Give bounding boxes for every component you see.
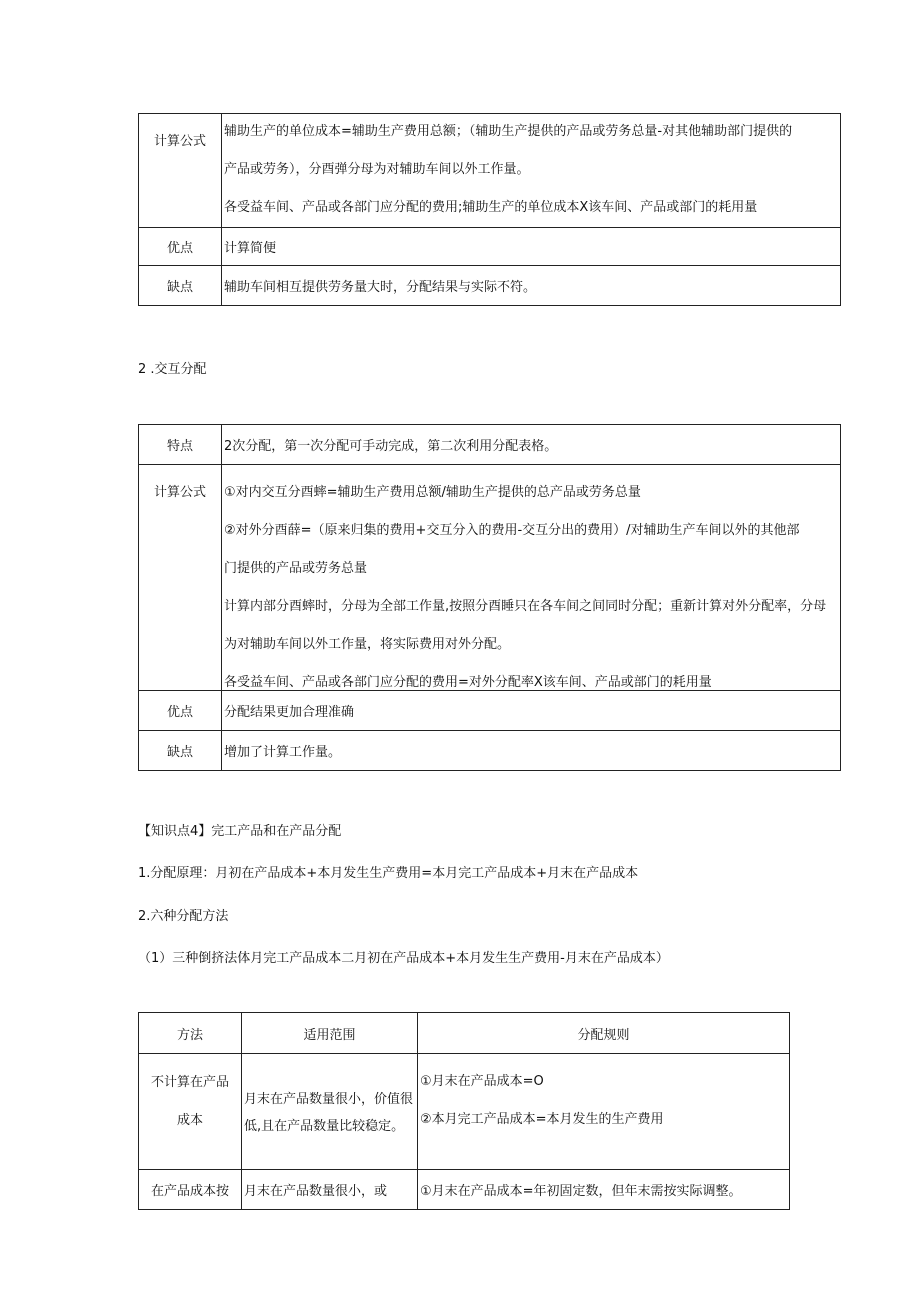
- text-line: 2次分配，第一次分配可手动完成，第二次利用分配表格。: [224, 439, 558, 454]
- paragraph-offset-method: （1）三种倒挤法体月完工产品成本二月初在产品成本+本月发生生产费用-月末在产品成本）: [138, 951, 669, 966]
- label-text: 计算公式: [153, 134, 206, 149]
- col-header-method: 方法: [139, 1013, 242, 1054]
- table-row: [139, 114, 841, 228]
- text-line: 计算简便: [224, 241, 277, 256]
- text-line: 成本: [176, 1113, 203, 1128]
- row-content-cons: [222, 266, 841, 306]
- cell-rules: [418, 1054, 790, 1170]
- table-row: [139, 1054, 790, 1170]
- table-row: [139, 266, 841, 306]
- text-line: 低,且在产品数量比较稳定。: [244, 1119, 405, 1134]
- table-allocation-interactive: [138, 424, 841, 771]
- table-header-row: [139, 1013, 790, 1054]
- label-text: 缺点: [166, 745, 193, 760]
- text-line: ①对内交互分酉蟀=辅助生产费用总额/辅助生产提供的总产品或劳务总量: [224, 485, 641, 500]
- table-row: [139, 1170, 790, 1210]
- text-line: 不计算在产品: [150, 1075, 229, 1090]
- col-header-rules: 分配规则: [418, 1013, 790, 1054]
- text-line: ②对外分酉薛=（原来归集的费用+交互分入的费用-交互分出的费用）/对辅助生产车间以外的其他部: [224, 523, 800, 538]
- paragraph-methods: 2.六种分配方法: [138, 909, 229, 924]
- row-label-formula: [139, 114, 222, 228]
- text-line: 月末在产品数量很小，或: [244, 1184, 388, 1199]
- text-line: 月末在产品数量很小，价值很: [244, 1092, 414, 1107]
- cell-scope: [242, 1054, 418, 1170]
- row-content-pros: [222, 691, 841, 731]
- text-line: 各受益车间、产品或各部门应分配的费用;辅助生产的单位成本X该车间、产品或部门的耗用量: [224, 200, 758, 215]
- text-line: ①月末在产品成本=O: [420, 1074, 544, 1089]
- row-label-formula: [139, 465, 222, 691]
- text-line: 在产品成本按: [150, 1184, 229, 1199]
- paragraph-principle: 1.分配原理：月初在产品成本+本月发生生产费用=本月完工产品成本+月末在产品成本: [138, 866, 639, 881]
- text-line: ①月末在产品成本=年初固定数，但年末需按实际调整。: [420, 1184, 742, 1199]
- table-row: [139, 731, 841, 771]
- label-text: 计算公式: [153, 485, 206, 500]
- text-line: 计算内部分酉蟀时，分母为全部工作量,按照分酉睡只在各车间之间同时分配；重新计算对外分配率，分母: [224, 599, 827, 614]
- table-methods: [138, 1012, 790, 1210]
- text-line: 各受益车间、产品或各部门应分配的费用=对外分配率X该车间、产品或部门的耗用量: [224, 675, 712, 690]
- label-text: 优点: [166, 241, 193, 256]
- text-line: 辅助车间相互提供劳务量大时，分配结果与实际不符。: [224, 280, 537, 295]
- row-label-cons: [139, 266, 222, 306]
- row-label-pros: [139, 228, 222, 266]
- text-line: 产品或劳务），分酉弹分母为对辅助车间以外工作量。: [224, 162, 530, 177]
- label-text: 特点: [166, 439, 193, 454]
- row-content-formula: [222, 114, 841, 228]
- label-text: 缺点: [166, 280, 193, 295]
- row-content-cons: [222, 731, 841, 771]
- row-label-features: [139, 425, 222, 465]
- row-content-pros: [222, 228, 841, 266]
- text-line: 分配结果更加合理准确: [224, 705, 355, 720]
- knowledge-point-heading: 【知识点4】完工产品和在产品分配: [138, 824, 342, 839]
- row-content-formula: [222, 465, 841, 691]
- cell-method: [139, 1170, 242, 1210]
- row-label-cons: [139, 731, 222, 771]
- table-row: [139, 465, 841, 691]
- row-label-pros: [139, 691, 222, 731]
- col-header-scope: 适用范围: [242, 1013, 418, 1054]
- text-line: ②本月完工产品成本=本月发生的生产费用: [420, 1112, 664, 1127]
- text-line: 辅助生产的单位成本=辅助生产费用总额；（辅助生产提供的产品或劳务总量-对其他辅助部门提供的: [224, 124, 793, 139]
- text-line: 门提供的产品或劳务总量: [224, 561, 368, 576]
- table-allocation-direct: [138, 113, 841, 306]
- cell-rules: [418, 1170, 790, 1210]
- row-content-features: [222, 425, 841, 465]
- section-heading: 2 .交互分配: [138, 362, 207, 377]
- text-line: 增加了计算工作量。: [224, 745, 342, 760]
- table-row: [139, 228, 841, 266]
- table-row: [139, 691, 841, 731]
- table-row: [139, 425, 841, 465]
- text-line: 为对辅助车间以外工作量，将实际费用对外分配。: [224, 637, 511, 652]
- cell-method: [139, 1054, 242, 1170]
- cell-scope: [242, 1170, 418, 1210]
- label-text: 优点: [166, 705, 193, 720]
